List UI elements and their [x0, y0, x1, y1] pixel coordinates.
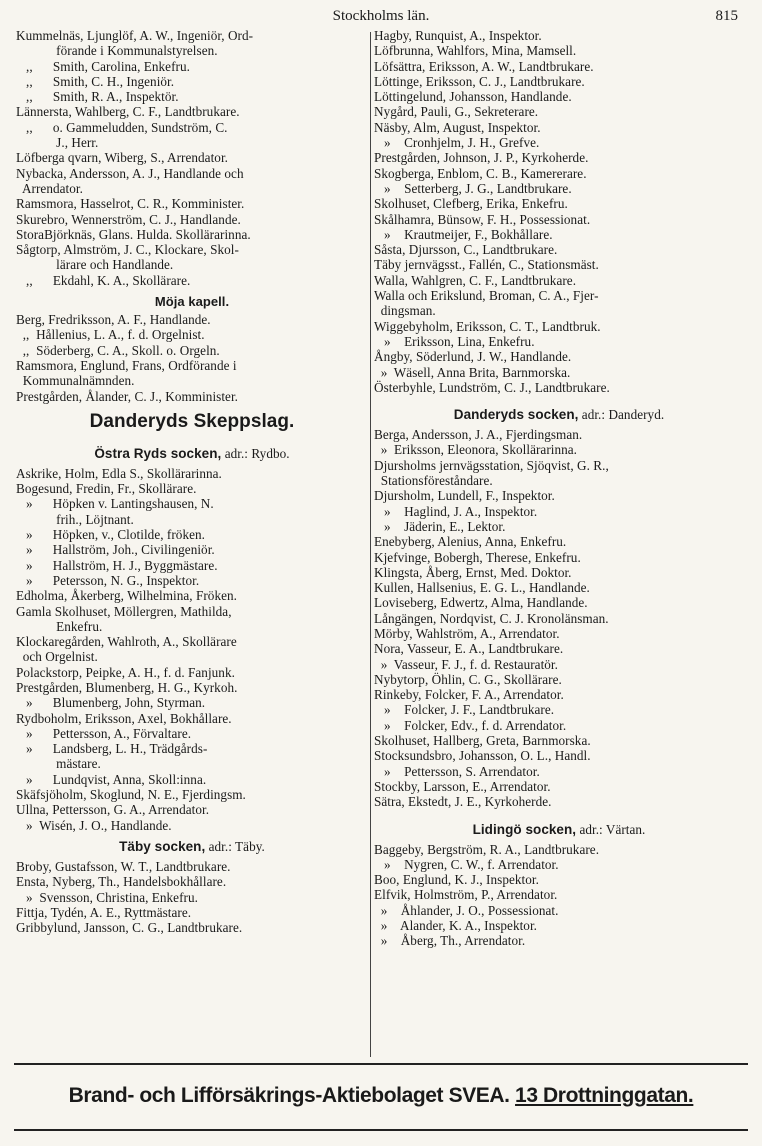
directory-entry: » Jäderin, E., Lektor.: [374, 518, 506, 534]
directory-entry: » Åberg, Th., Arrendator.: [374, 933, 526, 949]
directory-entry: » Wäsell, Anna Brita, Barnmorska.: [374, 364, 571, 380]
directory-entry: Stocksundsbro, Johansson, O. L., Handl.: [374, 748, 591, 764]
directory-entry: Långängen, Nordqvist, C. J. Kronolänsman.: [374, 610, 609, 626]
directory-entry: lärare och Handlande.: [16, 257, 174, 273]
entries-list: [16, 859, 368, 935]
directory-entry: » Wisén, J. O., Handlande.: [16, 817, 172, 833]
advertisement-footer: [14, 1084, 748, 1108]
directory-entry: » Folcker, J. F., Landtbrukare.: [374, 702, 555, 718]
directory-entry: Baggeby, Bergström, R. A., Landtbrukare.: [374, 841, 600, 857]
directory-entry: Boo, Englund, K. J., Inspektor.: [374, 872, 539, 888]
directory-entry: Berg, Fredriksson, A. F., Handlande.: [16, 312, 211, 328]
directory-entry: ,, Smith, Carolina, Enkefru.: [16, 58, 190, 74]
directory-entry: » Landsberg, L. H., Trädgårds-: [16, 741, 208, 757]
directory-entry: Såsta, Djursson, C., Landtbrukare.: [374, 242, 558, 258]
directory-entry: StoraBjörknäs, Glans. Hulda. Skollärarinna.: [16, 226, 251, 242]
directory-entry: Löfberga qvarn, Wiberg, S., Arrendator.: [16, 150, 229, 166]
directory-entry: Österbyhle, Lundström, C. J., Landtbrukare.: [374, 379, 610, 395]
directory-entry: Prestgården, Johnson, J. P., Kyrkoherde.: [374, 150, 589, 166]
directory-entry: » Cronhjelm, J. H., Grefve.: [374, 135, 540, 151]
directory-entry: Klingsta, Åberg, Ernst, Med. Doktor.: [374, 564, 572, 580]
directory-entry: Kummelnäs, Ljunglöf, A. W., Ingeniör, Ord-: [16, 28, 254, 43]
directory-entry: » Nygren, C. W., f. Arrendator.: [374, 856, 559, 872]
directory-entry: ,, Ekdahl, K. A., Skollärare.: [16, 272, 191, 288]
directory-entry: Ullna, Pettersson, G. A., Arrendator.: [16, 802, 210, 818]
directory-entry: » Petersson, N. G., Inspektor.: [16, 572, 200, 588]
parish-heading-taby: [16, 839, 368, 855]
directory-entry: » Lundqvist, Anna, Skoll:inna.: [16, 771, 207, 787]
parish-heading-danderyd: [374, 407, 744, 423]
directory-entry: Wiggebyholm, Eriksson, C. T., Landtbruk.: [374, 318, 601, 334]
parish-address: adr.: Rydbo.: [221, 445, 290, 461]
directory-entry: » Setterberg, J. G., Landtbrukare.: [374, 180, 572, 196]
directory-entry: Ramsmora, Englund, Frans, Ordförande i: [16, 357, 237, 373]
footer-rule-top: [14, 1063, 748, 1065]
parish-address: adr.: Värtan.: [576, 821, 646, 837]
directory-entry: Kjefvinge, Bobergh, Therese, Enkefru.: [374, 549, 581, 565]
directory-entry: Arrendator.: [16, 180, 83, 196]
directory-entry: Löttingelund, Johansson, Handlande.: [374, 89, 572, 105]
directory-entry: Djursholms jernvägsstation, Sjöqvist, G. R.,: [374, 457, 609, 473]
advertisement-address: 13 Drottninggatan.: [515, 1084, 694, 1107]
directory-entry: Kullen, Hallsenius, E. G. L., Handlande.: [374, 580, 590, 596]
directory-entry: ,, Smith, R. A., Inspektör.: [16, 89, 179, 105]
parish-address: adr.: Täby.: [205, 838, 265, 854]
directory-entry: Mörby, Wahlström, A., Arrendator.: [374, 625, 560, 641]
directory-entry: » Höpken v. Lantingshausen, N.: [16, 496, 214, 512]
directory-entry: » Pettersson, A., Förvaltare.: [16, 725, 192, 741]
parish-heading-lidingo: [374, 822, 744, 838]
directory-entry: Ensta, Nyberg, Th., Handelsbokhållare.: [16, 874, 227, 890]
directory-entry: frih., Löjtnant.: [16, 511, 134, 527]
directory-entry: Nybacka, Andersson, A. J., Handlande och: [16, 165, 244, 181]
parish-name: Östra Ryds socken,: [94, 445, 222, 461]
directory-entry: Rinkeby, Folcker, F. A., Arrendator.: [374, 687, 564, 703]
directory-entry: Ramsmora, Hasselrot, C. R., Komminister.: [16, 196, 245, 212]
directory-entry: J., Herr.: [16, 135, 99, 151]
directory-entry: mästare.: [16, 756, 101, 772]
right-column: [374, 28, 744, 949]
directory-entry: ,, Hållenius, L. A., f. d. Orgelnist.: [16, 327, 205, 343]
entries-list: [374, 427, 744, 809]
parish-name: Täby socken,: [119, 838, 206, 854]
directory-entry: » Krautmeijer, F., Bokhållare.: [374, 226, 553, 242]
entries-list: [374, 28, 744, 395]
footer-rule-bottom: [14, 1129, 748, 1131]
directory-entry: ,, Smith, C. H., Ingeniör.: [16, 73, 175, 89]
directory-entry: » Hallström, Joh., Civilingeniör.: [16, 542, 215, 558]
directory-entry: Elfvik, Holmström, P., Arrendator.: [374, 887, 558, 903]
running-head: [0, 8, 762, 28]
directory-entry: » Haglind, J. A., Inspektor.: [374, 503, 538, 519]
parish-address: adr.: Danderyd.: [578, 407, 665, 423]
parish-name: Lidingö socken,: [472, 821, 577, 837]
directory-entry: » Åhlander, J. O., Possessionat.: [374, 902, 559, 918]
directory-entry: Täby jernvägsst., Fallén, C., Stationsmäst.: [374, 257, 599, 273]
directory-entry: Kommunalnämnden.: [16, 373, 135, 389]
entries-list: [374, 842, 744, 949]
directory-entry: Bogesund, Fredin, Fr., Skollärare.: [16, 481, 197, 497]
directory-entry: Nybytorp, Öhlin, C. G., Skollärare.: [374, 671, 562, 687]
directory-entry: Prestgården, Ålander, C. J., Komminister.: [16, 388, 239, 404]
directory-entry: Hagby, Runquist, A., Inspektor.: [374, 28, 542, 43]
directory-entry: Walla och Erikslund, Broman, C. A., Fjer-: [374, 288, 599, 304]
directory-entry: » Pettersson, S. Arrendator.: [374, 763, 540, 779]
directory-entry: » Folcker, Edv., f. d. Arrendator.: [374, 717, 567, 733]
directory-entry: Skogberga, Enblom, C. B., Kamererare.: [374, 165, 587, 181]
directory-entry: Skurebro, Wennerström, C. J., Handlande.: [16, 211, 241, 227]
directory-entry: Skäfsjöholm, Skoglund, N. E., Fjerdingsm.: [16, 787, 246, 803]
directory-entry: Lännersta, Wahlberg, C. F., Landtbrukare.: [16, 104, 240, 120]
directory-entry: ,, o. Gammeludden, Sundström, C.: [16, 119, 228, 135]
directory-entry: Prestgården, Blumenberg, H. G., Kyrkoh.: [16, 679, 238, 695]
directory-entry: » Eriksson, Lina, Enkefru.: [374, 333, 535, 349]
directory-entry: Löfsättra, Eriksson, A. W., Landtbrukare.: [374, 58, 594, 74]
directory-entry: » Blumenberg, John, Styrman.: [16, 695, 206, 711]
directory-entry: Fittja, Tydén, A. E., Ryttmästare.: [16, 904, 192, 920]
section-heading-skeppslag: Danderyds Skeppslag.: [89, 410, 295, 432]
directory-entry: Rydboholm, Eriksson, Axel, Bokhållare.: [16, 710, 232, 726]
directory-entry: Nora, Vasseur, E. A., Landtbrukare.: [374, 641, 564, 657]
directory-entry: Ångby, Söderlund, J. W., Handlande.: [374, 349, 572, 365]
parish-heading-ostra-ryd: [16, 446, 368, 462]
directory-entry: Enebyberg, Alenius, Anna, Enkefru.: [374, 534, 567, 550]
directory-entry: Polackstorp, Peipke, A. H., f. d. Fanjunk.: [16, 664, 235, 680]
directory-entry: Enkefru.: [16, 618, 103, 634]
directory-entry: Edholma, Åkerberg, Wilhelmina, Fröken.: [16, 588, 237, 604]
directory-entry: Skålhamra, Bünsow, F. H., Possessionat.: [374, 211, 591, 227]
directory-entry: Skolhuset, Clefberg, Erika, Enkefru.: [374, 196, 568, 212]
directory-entry: Löfbrunna, Wahlfors, Mina, Mamsell.: [374, 43, 577, 59]
directory-entry: Stockby, Larsson, E., Arrendator.: [374, 778, 551, 794]
directory-entry: Sätra, Ekstedt, J. E., Kyrkoherde.: [374, 794, 552, 810]
left-column: [16, 28, 368, 935]
directory-entry: Djursholm, Lundell, F., Inspektor.: [374, 488, 555, 504]
section-heading-moja: Möja kapell.: [154, 294, 230, 310]
directory-entry: Broby, Gustafsson, W. T., Landtbrukare.: [16, 858, 231, 874]
directory-entry: » Hallström, H. J., Byggmästare.: [16, 557, 218, 573]
directory-entry: Nygård, Pauli, G., Sekreterare.: [374, 104, 539, 120]
directory-entry: Klockaregården, Wahlroth, A., Skollärare: [16, 634, 237, 650]
directory-entry: Skolhuset, Hallberg, Greta, Barnmorska.: [374, 733, 591, 749]
directory-entry: dingsman.: [374, 303, 436, 319]
directory-entry: Berga, Andersson, J. A., Fjerdingsman.: [374, 427, 583, 443]
parish-name: Danderyds socken,: [453, 407, 579, 423]
directory-entry: » Alander, K. A., Inspektor.: [374, 918, 538, 934]
entries-list: [16, 28, 368, 288]
entries-list: [16, 466, 368, 833]
directory-entry: » Eriksson, Eleonora, Skollärarinna.: [374, 442, 578, 458]
directory-entry: och Orgelnist.: [16, 649, 98, 665]
column-divider: [370, 32, 371, 1057]
advertisement-text: Brand- och Lifförsäkrings-Aktiebolaget SVEA.: [68, 1084, 510, 1107]
directory-entry: Stationsföreståndare.: [374, 473, 493, 489]
directory-entry: Walla, Wahlgren, C. F., Landtbrukare.: [374, 272, 577, 288]
directory-entry: ,, Söderberg, C. A., Skoll. o. Orgeln.: [16, 342, 220, 358]
directory-entry: Sågtorp, Almström, J. C., Klockare, Skol-: [16, 242, 239, 258]
directory-entry: » Svensson, Christina, Enkefru.: [16, 889, 198, 905]
directory-entry: » Vasseur, F. J., f. d. Restauratör.: [374, 656, 558, 672]
page-number: 815: [715, 8, 738, 24]
directory-entry: » Höpken, v., Clotilde, fröken.: [16, 527, 205, 543]
directory-entry: Loviseberg, Edwertz, Alma, Handlande.: [374, 595, 588, 611]
directory-entry: Näsby, Alm, August, Inspektor.: [374, 119, 541, 135]
entries-list: [16, 312, 368, 404]
directory-entry: förande i Kommunalstyrelsen.: [16, 43, 218, 59]
directory-entry: Askrike, Holm, Edla S., Skollärarinna.: [16, 465, 222, 481]
directory-entry: Löttinge, Eriksson, C. J., Landtbrukare.: [374, 73, 585, 89]
directory-entry: Gamla Skolhuset, Möllergren, Mathilda,: [16, 603, 232, 619]
directory-entry: Gribbylund, Jansson, C. G., Landtbrukare.: [16, 920, 243, 936]
page-title: Stockholms län.: [332, 8, 430, 24]
